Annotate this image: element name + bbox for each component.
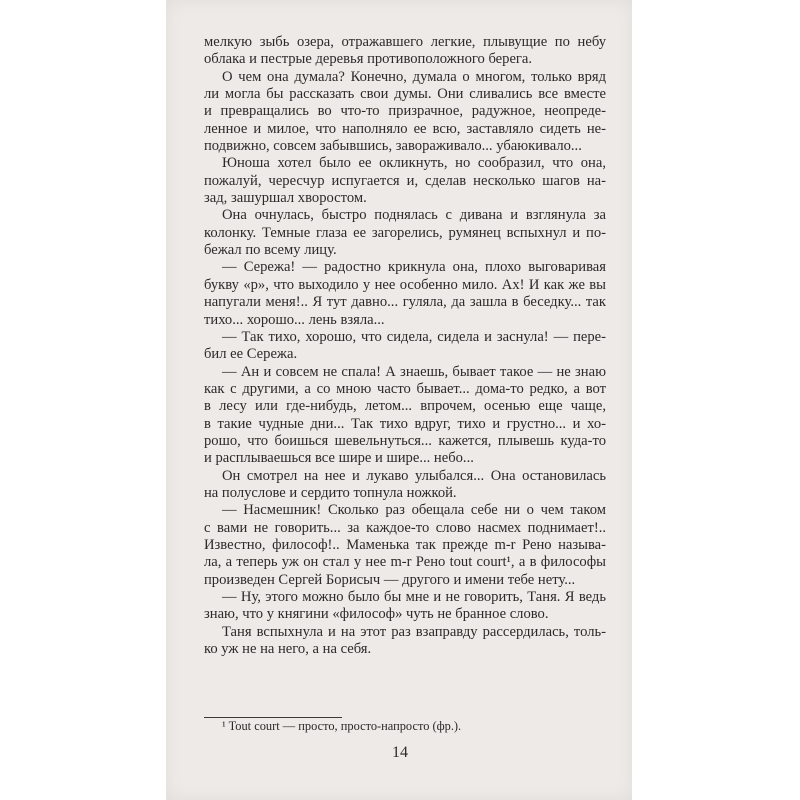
- text-line: мелкую зыбь озера, отражавшего легкие, плывущие по небу: [204, 34, 606, 50]
- text-line: рошо, что боишься шевельнуться... кажется, плывешь куда-то: [204, 432, 606, 449]
- text-line: и расплываешься все шире и шире... небо...: [204, 450, 474, 467]
- text-line: бежал по всему лицу.: [204, 242, 337, 259]
- text-line: колонку. Темные глаза ее загорелись, румянец вспыхнул и по-: [204, 224, 606, 241]
- text-line: тихо... хорошо... лень взяла...: [204, 311, 385, 328]
- text-line: Таня вспыхнула и на этот раз взаправду рассердилась, толь-: [222, 623, 606, 640]
- text-line: Юноша хотел было ее окликнуть, но сообразил, что она,: [222, 155, 606, 172]
- text-line: в такие чудные дни... Так тихо вдруг, тихо и грустно... и хо-: [204, 415, 606, 432]
- text-line: произведен Сергей Борисыч — другого и имени тебе нету...: [204, 571, 576, 588]
- text-line: — Так тихо, хорошо, что сидела, сидела и заснула! — пере-: [222, 328, 606, 345]
- text-line: напугали меня!.. Я тут давно... гуляла, да зашла в беседку... так: [204, 294, 606, 311]
- text-line: с вами не говорить... за каждое-то слово насмех поднимает!..: [204, 519, 606, 536]
- text-line: ленное и милое, что наполняло ее всю, заставляло сидеть не-: [204, 120, 606, 137]
- text-line: О чем она думала? Конечно, думала о многом, только вряд: [222, 68, 606, 85]
- text-line: — Насмешник! Сколько раз обещала себе ни о чем таком: [222, 502, 606, 519]
- footnote: ¹ Tout court — просто, просто-напросто (фр.).: [222, 719, 462, 733]
- text-line: Он смотрел на нее и лукаво улыбался... Она остановилась: [222, 467, 606, 484]
- text-line: как с другими, а со мною часто бывает... дома-то редко, а вот: [204, 380, 606, 397]
- body-text: [204, 34, 606, 658]
- text-line: зад, зашуршал хворостом.: [204, 190, 367, 207]
- text-line: на полуслове и сердито топнула ножкой.: [204, 484, 457, 501]
- text-line: ла, а теперь уж он стал у нее m-r Рено tout court¹, а в философы: [204, 554, 606, 571]
- text-line: Известно, философ!.. Маменька так прежде m-r Рено называ-: [204, 536, 606, 553]
- text-line: пожалуй, чересчур испугается и, сделав несколько шагов на-: [204, 172, 606, 189]
- text-line: бил ее Сережа.: [204, 346, 298, 363]
- text-line: ко уж не на него, а на себя.: [204, 641, 372, 658]
- text-line: — Ну, этого можно было бы мне и не говорить, Таня. Я ведь: [222, 589, 606, 605]
- text-line: букву «р», что выходило у нее особенно мило. Ах! И как же вы: [204, 276, 606, 293]
- text-line: и превращались во что-то призрачное, радужное, неопреде-: [204, 103, 606, 120]
- text-line: подвижно, совсем забывшись, завораживало... убаюкивало...: [204, 138, 582, 155]
- text-line: ли могла бы рассказать свои думы. Они сливались все вместе: [204, 86, 606, 103]
- page-number: 14: [392, 744, 408, 761]
- text-line: облака и пестрые деревья противоположного берега.: [204, 51, 533, 68]
- footnote-divider: [204, 717, 342, 718]
- text-line: знаю, что у княгини «философ» чуть не бранное слово.: [204, 606, 549, 623]
- text-line: — Сережа! — радостно крикнула она, плохо выговаривая: [222, 259, 606, 276]
- text-line: — Ан и совсем не спала! А знаешь, бывает такое — не знаю: [222, 363, 606, 380]
- text-line: Она очнулась, быстро поднялась с дивана и взглянула за: [222, 207, 606, 224]
- text-line: в лесу или где-нибудь, летом... впрочем, осенью еще чаще,: [204, 398, 606, 415]
